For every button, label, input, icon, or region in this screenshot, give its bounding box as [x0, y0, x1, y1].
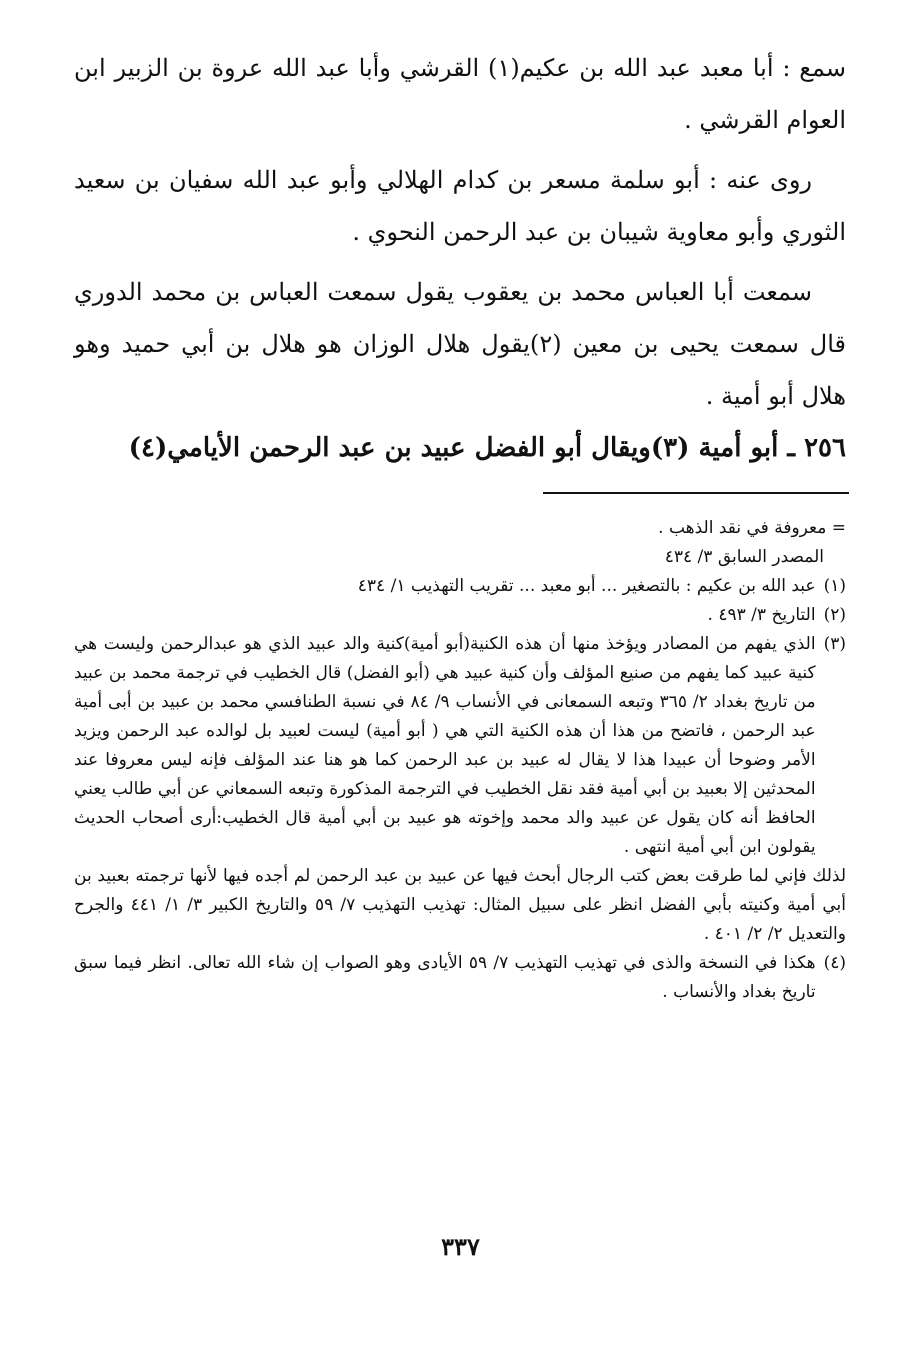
footnote-text: الذي يفهم من المصادر ويؤخذ منها أن هذه الكنية(أبو أمية)كنية والد عبيد الذي هو عبدالرحمن وليست هي كنية عبيد كما يفهم من صنيع المؤلف وأن كنية عبيد هي (أبو الفضل) قال الخطيب في ترجمة محمد بن عبيد من تاريخ بغداد ٢/ ٣٦٥ وتبعه السمعانى في الأنساب ٩/ ٨٤ في نسبة الطنافسي محمد بن عبيد بن أبى أمية عبد الرحمن ، فاتضح من هذا أن هذه الكنية التي هي ( أبو أمية) ليست لعبيد بل لوالده عبد الرحمن ويزيد الأمر وضوحا أن عبيدا هذا لا يقال له عبيد بن عبد الرحمن كما هو هنا عند المؤلف فإنه ليس معروفا عند المحدثين إلا بعبيد بن أبي أمية فقد نقل الخطيب في الترجمة المذكورة وتبعه السمعاني عن أبي طالب يعني الحافظ أنه كان يقول عن عبيد والد محمد وإخوته هو عبيد بن أبي أمية قال الخطيب:أرى أصحاب الحديث يقولون ابن أبي أمية انتهى . [74, 634, 816, 857]
main-text [74, 42, 846, 430]
paragraph-heard-from: سمع : أبا معبد عبد الله بن عكيم(١) القرشي وأبا عبد الله عروة بن الزبير ابن العوام القرشي . [74, 54, 846, 134]
footnote-2 [74, 601, 846, 630]
footnote-number: (٣) [823, 634, 846, 654]
page-number: ٣٣٧ [441, 1232, 480, 1261]
paragraph-ibn-maeen-quote: سمعت أبا العباس محمد بن يعقوب يقول سمعت العباس بن محمد الدوري قال سمعت يحيى بن معين (٢)يقول هلال الوزان هو هلال بن أبي حميد وهو هلال أبو أمية . [74, 278, 847, 410]
footnote-text: عبد الله بن عكيم : بالتصغير ... أبو معبد ... تقريب التهذيب ١/ ٤٣٤ [357, 576, 816, 596]
footnote-number: (١) [823, 576, 846, 596]
footnote-continuation: = معروفة في نقد الذهب . [658, 518, 846, 538]
footnote-separator [543, 492, 849, 494]
footnote-source-line: المصدر السابق ٣/ ٤٣٤ [664, 547, 824, 567]
footnote-number: (٢) [823, 605, 846, 625]
paragraph-narrated-by: روى عنه : أبو سلمة مسعر بن كدام الهلالي وأبو عبد الله سفيان بن سعيد الثوري وأبو معاوية شيبان بن عبد الرحمن النحوي . [74, 166, 846, 246]
footnote-3 [74, 630, 846, 862]
footnote-text: التاريخ ٣/ ٤٩٣ . [707, 605, 816, 625]
footnote-text: هكذا في النسخة والذى في تهذيب التهذيب ٧/ ٥٩ الأيادى وهو الصواب إن شاء الله تعالى. انظر فيما سبق تاريخ بغداد والأنساب . [74, 953, 816, 1002]
footnote-3-continuation: لذلك فإني لما طرقت بعض كتب الرجال أبحث فيها عن عبيد بن عبد الرحمن لم أجده فيها لأنها ترجمته بعبيد بن أبي أمية وكنيته بأبي الفضل انظر على سبيل المثال: تهذيب التهذيب ٧/ ٥٩ والتاريخ الكبير ٣/ ١/ ٤٤١ والجرح والتعديل ٢/ ٢/ ٤٠١ . [74, 866, 846, 944]
entry-heading: ٢٥٦ ـ أبو أمية (٣)ويقال أبو الفضل عبيد بن عبد الرحمن الأيامي(٤) [128, 433, 846, 463]
footnote-1 [74, 572, 846, 601]
footnotes [74, 514, 846, 1007]
footnote-4 [74, 949, 846, 1007]
footnote-number: (٤) [823, 953, 846, 973]
